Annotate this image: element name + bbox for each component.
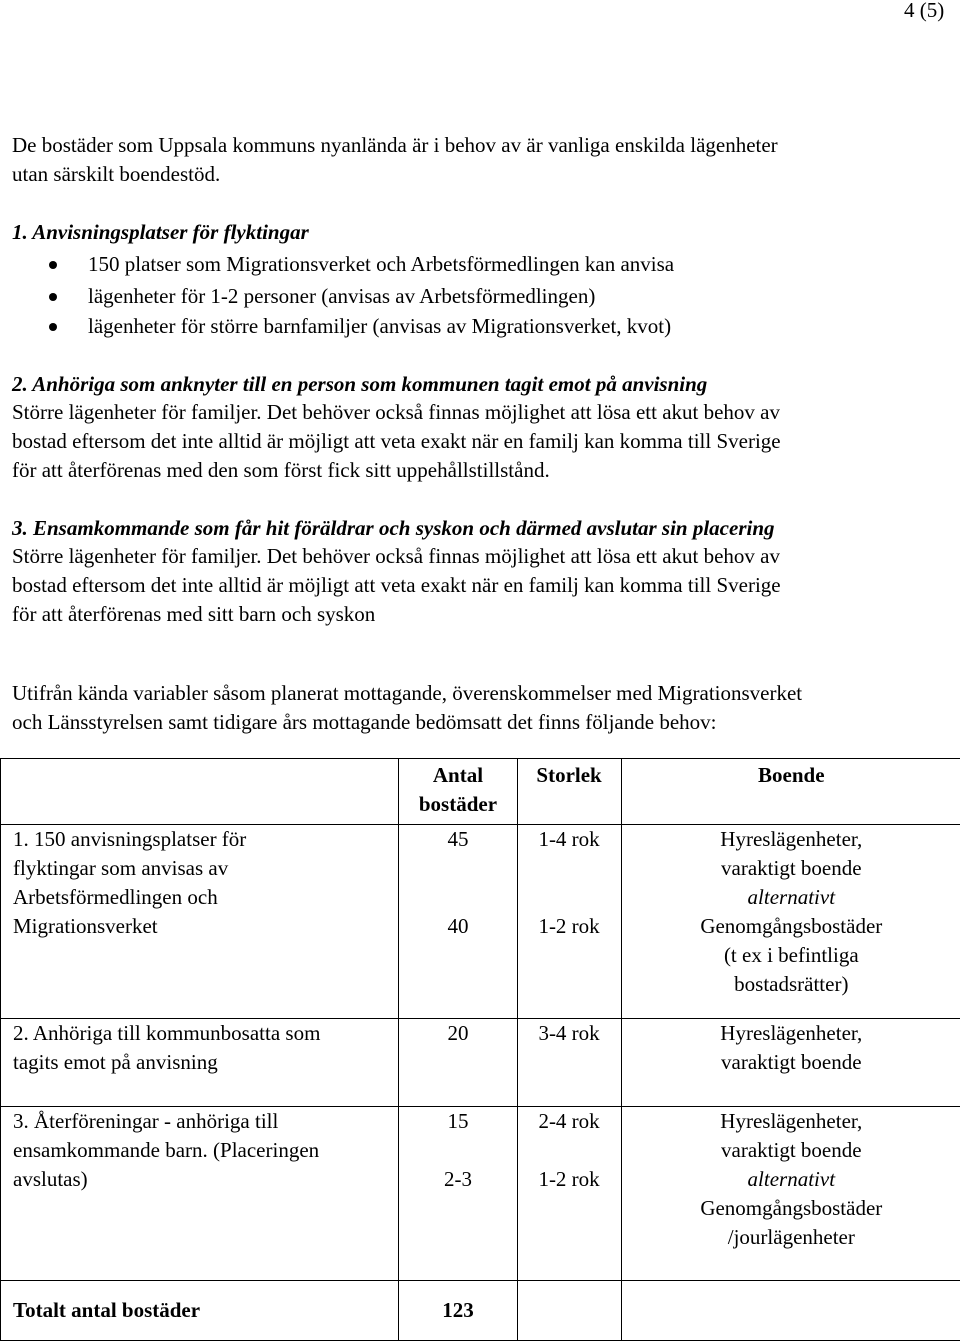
row3-storlek-value: 1-2 rok <box>538 1167 600 1191</box>
table-total-row <box>1 1281 960 1341</box>
row1-storlek-value: 1-4 rok <box>538 827 600 851</box>
header-storlek: Storlek <box>517 759 621 825</box>
section3-line-2: bostad eftersom det inte alltid är möjligt att veta exakt när en familj kan komma till Sverige <box>12 573 781 597</box>
row1-storlek-value: 1-2 rok <box>538 914 600 938</box>
row1-boende-line: varaktigt boende <box>721 856 862 880</box>
row2-antal <box>399 1019 517 1107</box>
total-value: 123 <box>399 1281 517 1341</box>
row3-boende-line: varaktigt boende <box>721 1138 862 1162</box>
row3-antal-value: 2-3 <box>443 1167 472 1191</box>
row3-antal <box>399 1107 517 1281</box>
row3-label-line: ensamkommande barn. (Placeringen <box>13 1138 320 1162</box>
table-row <box>1 825 960 1019</box>
row1-label-line: Migrationsverket <box>13 914 158 938</box>
needs-table <box>0 758 960 1341</box>
table-header-row <box>1 759 960 825</box>
summary-line-2: och Länsstyrelsen samt tidigare års mottagande bedömsatt det finns följande behov: <box>12 710 717 734</box>
summary-line-1: Utifrån kända variabler såsom planerat mottagande, överenskommelser med Migrationsverket <box>12 681 803 705</box>
row2-antal-value: 20 <box>447 1021 469 1045</box>
row1-antal <box>399 825 517 1019</box>
row1-label-line: flyktingar som anvisas av <box>13 856 229 880</box>
row2-label-line: 2. Anhöriga till kommunbosatta som <box>13 1021 321 1045</box>
row2-boende-line: Hyreslägenheter, <box>720 1021 863 1045</box>
row3-boende-line: /jourlägenheter <box>727 1225 855 1249</box>
row1-label-line: Arbetsförmedlingen och <box>13 885 218 909</box>
row1-storlek <box>517 825 621 1019</box>
row3-boende-line: Hyreslägenheter, <box>720 1109 863 1133</box>
row1-antal-value: 40 <box>447 914 469 938</box>
row1-boende-line: bostadsrätter) <box>734 972 849 996</box>
row3-boende <box>621 1107 960 1281</box>
table-row <box>1 1019 960 1107</box>
total-label: Totalt antal bostäder <box>1 1281 399 1341</box>
bullet-icon <box>49 293 57 301</box>
bullet-icon <box>49 323 57 331</box>
row3-boende-line: Genomgångsbostäder <box>700 1196 883 1220</box>
section1-bullet-1: 150 platser som Migrationsverket och Arbetsförmedlingen kan anvisa <box>88 252 675 276</box>
row2-storlek <box>517 1019 621 1107</box>
row1-boende <box>621 825 960 1019</box>
row2-storlek-value: 3-4 rok <box>538 1021 600 1045</box>
row3-storlek-value: 2-4 rok <box>538 1109 600 1133</box>
header-empty-cell <box>1 759 399 825</box>
row1-boende-line: Genomgångsbostäder <box>700 914 883 938</box>
total-empty-cell <box>517 1281 621 1341</box>
header-antal-line: bostäder <box>418 792 498 816</box>
section2-line-1: Större lägenheter för familjer. Det behöver också finnas möjlighet att lösa ett akut behov av <box>12 400 780 424</box>
row3-storlek <box>517 1107 621 1281</box>
row2-boende-line: varaktigt boende <box>721 1050 862 1074</box>
section1-heading: 1. Anvisningsplatser för flyktingar <box>12 220 309 244</box>
row1-boende-line: (t ex i befintliga <box>723 943 859 967</box>
row2-label <box>1 1019 399 1107</box>
intro-line-1: De bostäder som Uppsala kommuns nyanlända är i behov av är vanliga enskilda lägenheter <box>12 133 778 157</box>
row3-boende-line: alternativt <box>747 1167 836 1191</box>
row1-label-line: 1. 150 anvisningsplatser för <box>13 827 247 851</box>
section1-bullet-3: lägenheter för större barnfamiljer (anvisas av Migrationsverket, kvot) <box>88 314 672 338</box>
section1-bullet-2: lägenheter för 1-2 personer (anvisas av Arbetsförmedlingen) <box>88 284 596 308</box>
header-boende: Boende <box>621 759 960 825</box>
row1-boende-line: alternativt <box>747 885 836 909</box>
bullet-icon <box>49 261 57 269</box>
row3-label-line: avslutas) <box>13 1167 88 1191</box>
table-row <box>1 1107 960 1281</box>
section3-heading: 3. Ensamkommande som får hit föräldrar och syskon och därmed avslutar sin placering <box>12 516 775 540</box>
row2-label-line: tagits emot på anvisning <box>13 1050 218 1074</box>
header-antal <box>399 759 517 825</box>
section3-line-3: för att återförenas med sitt barn och syskon <box>12 602 376 626</box>
row3-label <box>1 1107 399 1281</box>
row2-boende <box>621 1019 960 1107</box>
header-antal-line: Antal <box>432 763 484 787</box>
row1-antal-value: 45 <box>447 827 469 851</box>
section2-heading: 2. Anhöriga som anknyter till en person som kommunen tagit emot på anvisning <box>12 372 708 396</box>
row3-label-line: 3. Återföreningar - anhöriga till <box>13 1109 279 1133</box>
intro-line-2: utan särskilt boendestöd. <box>12 162 221 186</box>
section3-line-1: Större lägenheter för familjer. Det behöver också finnas möjlighet att lösa ett akut behov av <box>12 544 780 568</box>
row1-label <box>1 825 399 1019</box>
row3-antal-value: 15 <box>447 1109 469 1133</box>
row1-boende-line: Hyreslägenheter, <box>720 827 863 851</box>
section2-line-3: för att återförenas med den som först fick sitt uppehållstillstånd. <box>12 458 550 482</box>
total-empty-cell <box>621 1281 960 1341</box>
page-number: 4 (5) <box>904 0 945 22</box>
section2-line-2: bostad eftersom det inte alltid är möjligt att veta exakt när en familj kan komma till Sverige <box>12 429 781 453</box>
